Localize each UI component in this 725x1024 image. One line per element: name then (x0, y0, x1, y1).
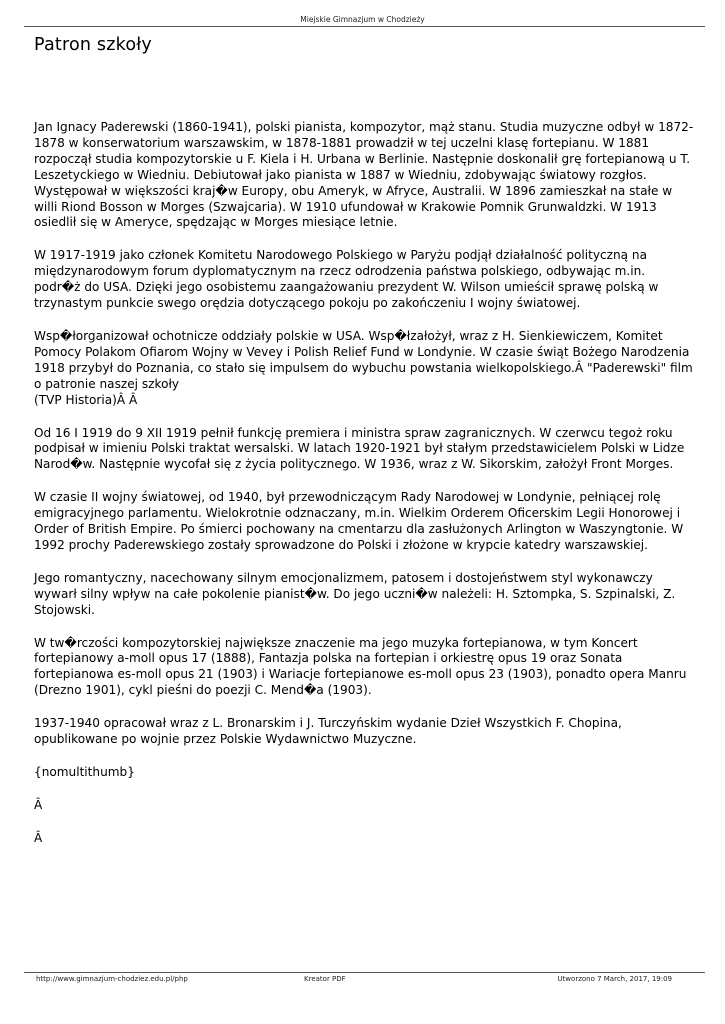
article-body (34, 120, 694, 864)
paragraph-stray-char: Â (34, 830, 43, 845)
paragraph-chopin-edition: 1937-1940 opracował wraz z L. Bronarskim i J. Turczyńskim wydanie Dzieł Wszystkich F. Chopina, opublikowane po wojnie przez Polskie Wydawnictwo Muzyczne. (34, 716, 622, 747)
paragraph-paris-committee: W 1917-1919 jako członek Komitetu Narodowego Polskiego w Paryżu podjął działalność polityczną na międzynarodowym forum dyplomatycznym na rzecz odrodzenia państwa polskiego, odbywając m.in. podr�ż do USA. Dzięki jego osobistemu zaangażowaniu prezydent W. Wilson umieścił sprawę polską w trzynastym punkcie swego orędzia dotyczącego pokoju po zakończeniu I wojny światowej. (34, 248, 659, 311)
footer-divider (24, 972, 705, 973)
paragraph-usa-poznan: Wsp�łorganizował ochotnicze oddziały polskie w USA. Wsp�łzałożył, wraz z H. Sienkiewiczem, Komitet Pomocy Polakom Ofiarom Wojny w Vevey i Polish Relief Fund w Londynie. W czasie świąt Bożego Narodzenia 1918 przybył do Poznania, co stało się impulsem do wybuchu powstania wielkopolskiego.Â "Paderewski" film o patronie naszej szkoły (TVP Historia)Â Â (34, 328, 693, 407)
footer-generator: Kreator PDF (304, 975, 346, 983)
header-title: Miejskie Gimnazjum w Chodzieży (300, 15, 425, 24)
paragraph-style: Jego romantyczny, nacechowany silnym emocjonalizmem, patosem i dostojeństwem styl wykonawczy wywarł silny wpływ na całe pokolenie pianist�w. Do jego uczni�w należeli: H. Sztompka, S. Szpinalski, Z. Stojowski. (34, 570, 676, 617)
page-title: Patron szkoły (34, 35, 152, 55)
footer-created-date: Utworzono 7 March, 2017, 19:09 (557, 975, 672, 983)
paragraph-premier: Od 16 I 1919 do 9 XII 1919 pełnił funkcję premiera i ministra spraw zagranicznych. W czerwcu tegoż roku podpisał w imieniu Polski traktat wersalski. W latach 1920-1921 był stałym przedstawicielem Polski w Lidze Narod�w. Następnie wycofał się z życia politycznego. W 1936, wraz z W. Sikorskim, założył Front Morges. (34, 425, 685, 472)
footer (36, 975, 672, 987)
footer-url: http://www.gimnazjum-chodziez.edu.pl/php (36, 975, 188, 983)
paragraph-stray-char: Â (34, 797, 43, 812)
header-divider (24, 26, 705, 27)
paragraph-compositions: W tw�rczości kompozytorskiej największe znaczenie ma jego muzyka fortepianowa, w tym Koncert fortepianowy a-moll opus 17 (1888), Fantazja polska na fortepian i orkiestrę opus 19 oraz Sonata fortepianowa es-moll opus 21 (1903) i Wariacje fortepianowe es-moll opus 23 (1903), ponadto opera Manru (Drezno 1901), cykl pieśni do poezji C. Mend�a (1903). (34, 635, 687, 698)
paragraph-biography: Jan Ignacy Paderewski (1860-1941), polski pianista, kompozytor, mąż stanu. Studia muzyczne odbył w 1872-1878 w konserwatorium warszawskim, w 1878-1881 prowadził w tej uczelni klasę fortepianu. W 1881 rozpoczął studia kompozytorskie u F. Kiela i H. Urbana w Berlinie. Następnie doskonalił grę fortepianową u T. Leszetyckiego w Wiedniu. Debiutował jako pianista w 1887 w Wiedniu, zdobywając światowy rozgłos. Występował w większości kraj�w Europy, obu Ameryk, w Afryce, Australii. W 1896 zamieszkał na stałe w willi Riond Bosson w Morges (Szwajcaria). W 1910 ufundował w Krakowie Pomnik Grunwaldzki. W 1913 osiedlił się w Ameryce, spędzając w Morges miesiące letnie. (34, 120, 694, 230)
paragraph-wwii: W czasie II wojny światowej, od 1940, był przewodniczącym Rady Narodowej w Londynie, pełniącej rolę emigracyjnego parlamentu. Wielokrotnie odznaczany, m.in. Wielkim Orderem Oficerskim Legii Honorowej i Order of British Empire. Po śmierci pochowany na cmentarzu dla zasłużonych Arlington w Waszyngtonie. W 1992 prochy Paderewskiego zostały sprowadzone do Polski i złożone w krypcie katedry warszawskiej. (34, 490, 684, 552)
paragraph-placeholder: {nomultithumb} (34, 765, 135, 779)
